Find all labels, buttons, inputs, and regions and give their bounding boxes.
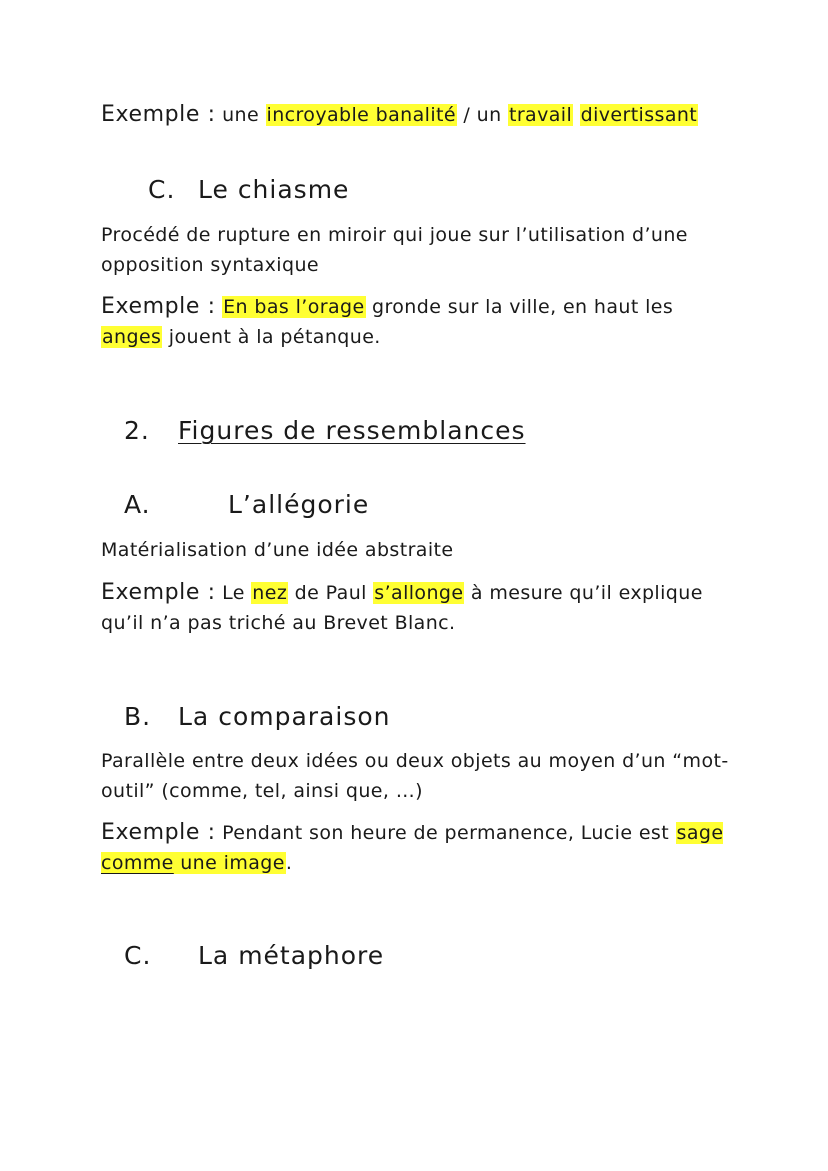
example-text: gronde sur la ville, en haut les [372,296,674,318]
highlight-underlined: comme [101,852,174,874]
example-text: Le [222,582,245,604]
example-label: Exemple : [101,820,216,845]
highlight: divertissant [580,104,698,126]
section-letter: B. [124,702,152,731]
highlight: nez [252,582,288,604]
section-title: La comparaison [178,702,391,731]
section-title: Le chiasme [198,175,350,204]
highlight: s’allonge [374,582,464,604]
section-letter: A. [124,490,151,519]
example-text: une [222,104,260,126]
highlight: incroyable banalité [266,104,456,126]
example-label: Exemple : [101,102,216,127]
highlight-text: sage [676,822,724,844]
section-letter: C. [124,941,152,970]
example-label: Exemple : [101,580,216,605]
highlight: anges [102,326,162,348]
allegorie-definition: Matérialisation d’une idée abstraite [101,539,454,561]
chiasme-definition: Procédé de rupture en miroir qui joue sur l’utilisation d’une opposition syntaxique [101,224,688,276]
comparaison-definition: Parallèle entre deux idées ou deux objets au moyen d’un “mot-outil” (comme, tel, ainsi que, …) [101,750,729,802]
metaphore-heading [124,940,384,972]
oxymore-example [101,100,731,130]
section-letter: C. [148,175,176,204]
highlight: En bas l’orage [223,296,365,318]
example-text: jouent à la pétanque. [168,326,381,348]
highlight: travail [509,104,573,126]
allegorie-example [101,578,731,638]
example-text: / un [463,104,502,126]
section-2-heading [124,415,526,447]
comparaison-example [101,818,731,878]
section-title: L’allégorie [228,490,370,519]
example-text: à mesure qu’il explique qu’il n’a pas triché au Brevet Blanc. [101,582,703,634]
section-title: Figures de ressemblances [178,416,526,445]
section-number: 2. [124,416,150,445]
example-label: Exemple : [101,294,216,319]
highlight-text: une image [180,852,285,874]
chiasme-heading [148,174,349,206]
example-text: Pendant son heure de permanence, Lucie est [222,822,670,844]
example-text: de Paul [294,582,367,604]
section-title: La métaphore [198,941,385,970]
example-text: . [285,852,293,874]
comparaison-heading [124,701,391,733]
allegorie-heading [124,489,369,521]
chiasme-example [101,292,731,352]
